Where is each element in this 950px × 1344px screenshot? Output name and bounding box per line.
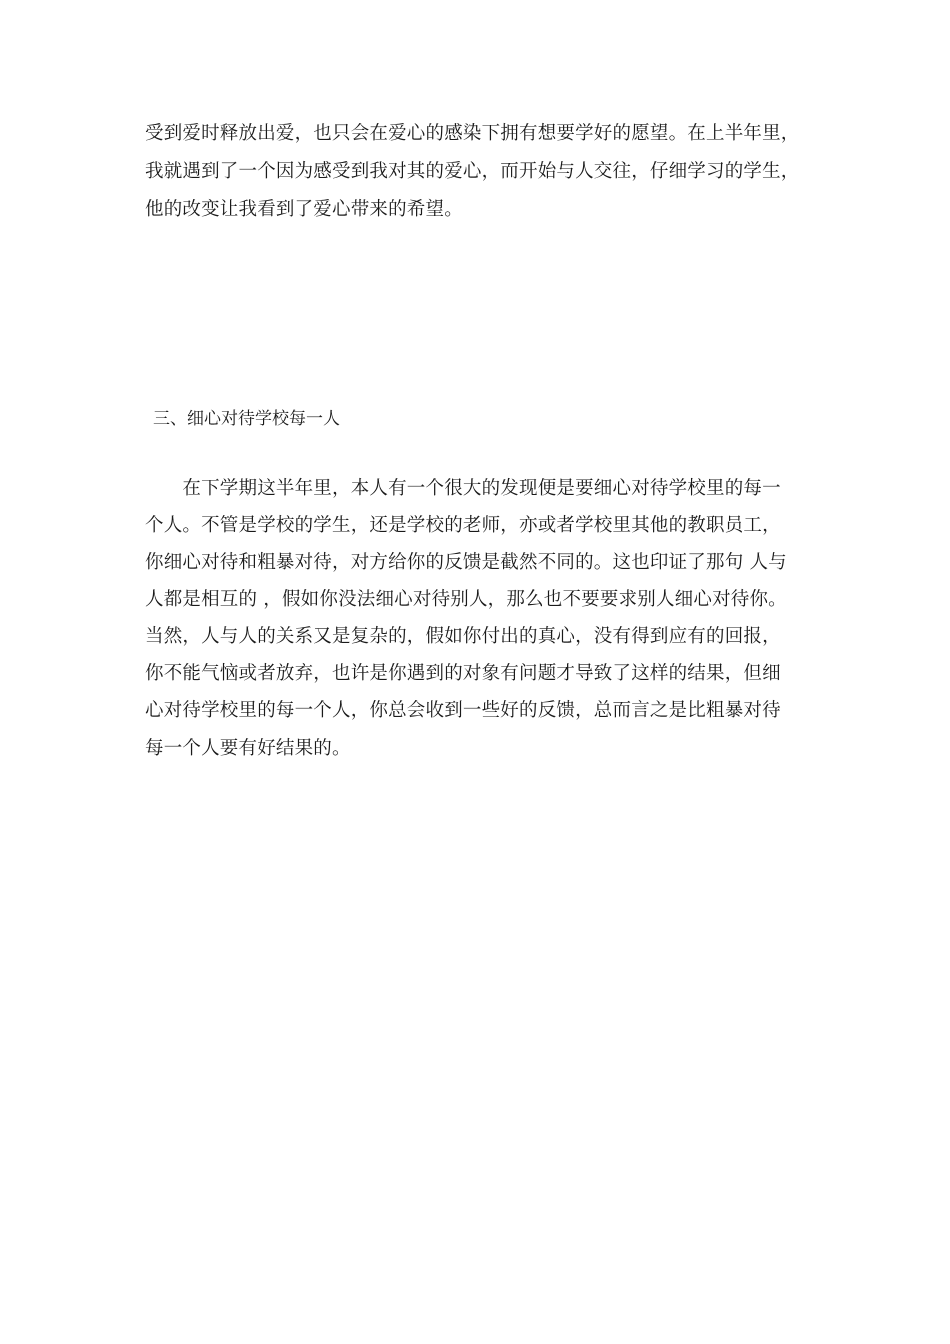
section-3-heading: 三、细心对待学校每一人 <box>153 409 340 429</box>
paragraph-1-line-2: 我就遇到了一个因为感受到我对其的爱心，而开始与人交往，仔细学习的学生， <box>145 161 800 182</box>
section-3-line-1: 在下学期这半年里，本人有一个很大的发现便是要细心对待学校里的每一 <box>145 478 781 499</box>
section-3-line-2: 个人。不管是学校的学生，还是学校的老师，亦或者学校里其他的教职员工， <box>145 515 781 536</box>
section-3-line-3: 你细心对待和粗暴对待，对方给你的反馈是截然不同的。这也印证了那句 人与 <box>145 552 787 573</box>
section-3-line-5: 当然，人与人的关系又是复杂的，假如你付出的真心，没有得到应有的回报， <box>145 626 781 647</box>
section-3-line-4: 人都是相互的 ，假如你没法细心对待别人，那么也不要要求别人细心对待你。 <box>145 589 787 610</box>
paragraph-1-line-1: 受到爱时释放出爱，也只会在爱心的感染下拥有想要学好的愿望。在上半年里， <box>145 123 800 144</box>
paragraph-1-line-3: 他的改变让我看到了爱心带来的希望。 <box>145 199 463 220</box>
section-3-line-6: 你不能气恼或者放弃，也许是你遇到的对象有问题才导致了这样的结果，但细 <box>145 663 781 684</box>
section-3-line-7: 心对待学校里的每一个人，你总会收到一些好的反馈，总而言之是比粗暴对待 <box>145 700 781 721</box>
section-3-line-8: 每一个人要有好结果的。 <box>145 738 351 759</box>
